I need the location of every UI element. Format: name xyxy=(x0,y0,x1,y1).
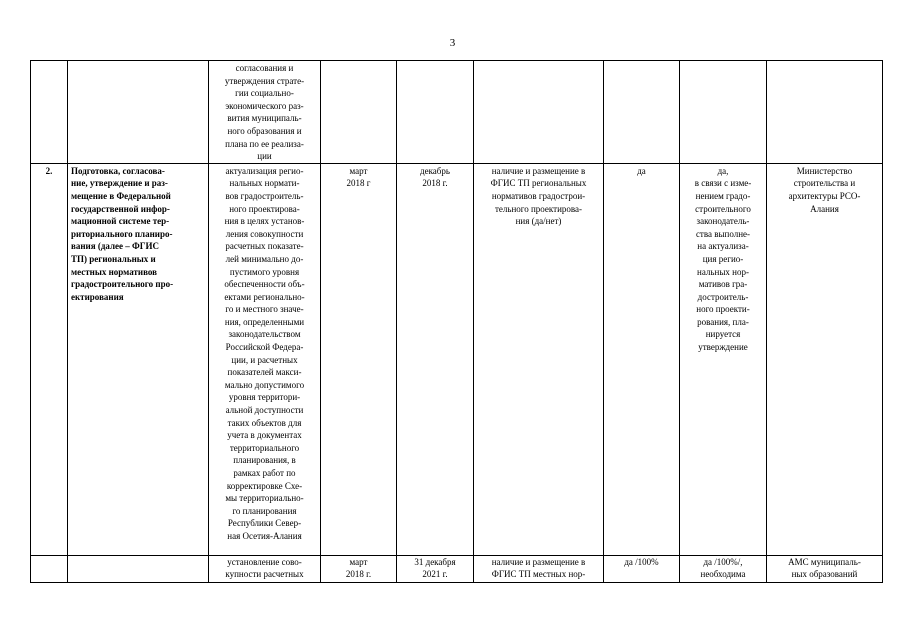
indicator-cell: наличие и размещение в ФГИС ТП местных нор- xyxy=(474,555,604,582)
status-cell: да /100%/, необходима xyxy=(680,555,767,582)
activity-cell: актуализация регио- нальных нормати- вов градостроитель- ного проектирова- ния в целях установ- ления совокупности расчетных показате- лей минимально до- пустимого уровня обеспеченности объ- ектами регионально- го и местного значе- ния, определенными законодательством Российской Федера- ции, и расчетных показателей макси- мально допустимого уровня территори- альной доступности таких объектов для учета в документах территориального планирования, в рамках работ по корректировке Схе- мы территориально- го планирования Республики Север- ная Осетия-Алания xyxy=(209,163,321,555)
end-date-cell xyxy=(397,61,474,164)
responsible-cell xyxy=(767,61,883,164)
task-name: Подготовка, согласова- ние, утверждение и раз- мещение в Федеральной государственной инфор- мационной системе тер- риториального планиро- вания (далее – ФГИС ТП) региональных и местных нормативов градостроительного про- ектирования xyxy=(68,163,209,555)
row-number xyxy=(31,555,68,582)
task-name xyxy=(68,61,209,164)
table-row xyxy=(31,555,883,582)
table-row xyxy=(31,163,883,555)
end-date-cell: декабрь 2018 г. xyxy=(397,163,474,555)
indicator-cell: наличие и размещение в ФГИС ТП региональных нормативов градострои- тельного проектирова- ния (да/нет) xyxy=(474,163,604,555)
row-number xyxy=(31,61,68,164)
status-cell: да, в связи с изме- нением градо- строительного законодатель- ства выполне- на актуализа- ция регио- нальных нор- мативов гра- достроитель- ного проекти- рования, пла- нируется утверждение xyxy=(680,163,767,555)
status-cell xyxy=(680,61,767,164)
responsible-cell: Министерство строительства и архитектуры РСО- Алания xyxy=(767,163,883,555)
activity-cell: установление сово- купности расчетных xyxy=(209,555,321,582)
plan-value-cell: да /100% xyxy=(604,555,680,582)
plan-value-cell: да xyxy=(604,163,680,555)
plan-value-cell xyxy=(604,61,680,164)
start-date-cell: март 2018 г xyxy=(321,163,397,555)
activity-cell: согласования и утверждения страте- гии социально- экономического раз- вития муниципаль- ного образования и плана по ее реализа- ции xyxy=(209,61,321,164)
task-name xyxy=(68,555,209,582)
row-number: 2. xyxy=(31,163,68,555)
indicator-cell xyxy=(474,61,604,164)
responsible-cell: АМС муниципаль- ных образований xyxy=(767,555,883,582)
plan-table xyxy=(30,60,883,583)
start-date-cell xyxy=(321,61,397,164)
start-date-cell: март 2018 г. xyxy=(321,555,397,582)
end-date-cell: 31 декабря 2021 г. xyxy=(397,555,474,582)
table-row xyxy=(31,61,883,164)
page-number: 3 xyxy=(449,37,456,49)
